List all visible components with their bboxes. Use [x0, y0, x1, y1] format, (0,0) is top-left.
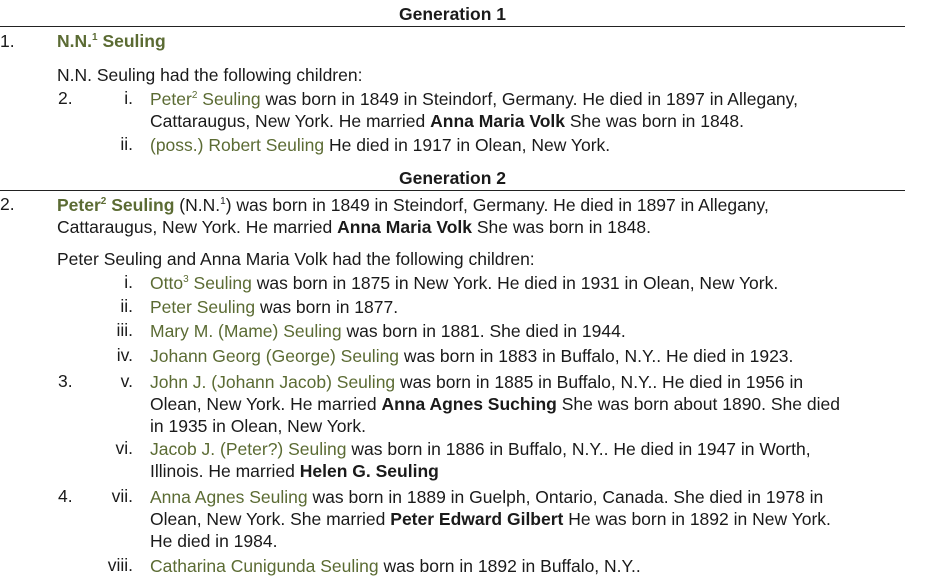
spouse-name: Anna Maria Volk: [337, 217, 472, 237]
generation-1-heading: Generation 1: [399, 4, 506, 24]
child-link[interactable]: John J. (Johann Jacob) Seuling: [150, 372, 396, 392]
child-link[interactable]: (poss.) Robert Seuling: [150, 135, 325, 155]
child-entry: Johann Georg (George) Seuling was born in 1883 in Buffalo, N.Y.. He died in 1923.: [150, 346, 794, 366]
child-roman: vii.: [111, 486, 133, 506]
child-entry: Peter$^2$ Seuling was born in 1849 in Steindorf, Germany. He died in 1897 in Allegany, Cattaraugus, New York. He married Anna Maria Volk She was born in 1848.: [150, 89, 798, 131]
child-entry: Peter Seuling was born in 1877.: [150, 297, 399, 317]
child-number: 4.: [58, 486, 73, 506]
child-entry: Anna Agnes Seuling was born in 1889 in Guelph, Ontario, Canada. She died in 1978 in Olean, New York. She married Peter Edward Gilbert He was born in 1892 in New York. He died in 1984.: [150, 487, 831, 551]
child-roman: ii.: [120, 296, 133, 316]
child-number: 2.: [58, 88, 73, 108]
child-link[interactable]: Mary M. (Mame) Seuling: [150, 321, 342, 341]
generation-1-rule: [0, 26, 905, 27]
children-intro: N.N. Seuling had the following children:: [57, 65, 363, 85]
child-roman: i.: [124, 272, 133, 292]
child-link[interactable]: Peter Seuling: [150, 297, 256, 317]
spouse-name: Peter Edward Gilbert: [390, 509, 564, 529]
child-roman: viii.: [107, 555, 133, 575]
spouse-name: Anna Agnes Suching: [381, 394, 557, 414]
child-link[interactable]: Catharina Cunigunda Seuling: [150, 556, 379, 576]
child-link[interactable]: Jacob J. (Peter?) Seuling: [150, 439, 347, 459]
spouse-name: Helen G. Seuling: [299, 461, 439, 481]
child-roman: vi.: [115, 438, 133, 458]
child-entry: Jacob J. (Peter?) Seuling was born in 1886 in Buffalo, N.Y.. He died in 1947 in Worth, Illinois. He married Helen G. Seuling: [150, 439, 811, 481]
child-link[interactable]: Otto$^3$ Seuling: [150, 273, 252, 293]
child-roman: i.: [124, 88, 133, 108]
generation-2-rule: [0, 190, 905, 191]
child-roman: v.: [120, 371, 133, 391]
person-link-nn[interactable]: N.N.$^1$ Seuling: [57, 31, 166, 51]
person-entry-peter: Peter$^2$ Seuling (N.N.$^1$) was born in 1849 in Steindorf, Germany. He died in 1897 in Allegany, Cattaraugus, New York. He married Anna Maria Volk She was born in 1848.: [57, 195, 769, 237]
person-number: 1.: [0, 31, 15, 51]
child-entry: Otto$^3$ Seuling was born in 1875 in New York. He died in 1931 in Olean, New York.: [150, 273, 779, 293]
child-number: 3.: [58, 371, 73, 391]
person-number: 2.: [0, 194, 15, 214]
children-intro: Peter Seuling and Anna Maria Volk had the following children:: [57, 249, 535, 269]
child-link[interactable]: Peter$^2$ Seuling: [150, 89, 261, 109]
child-entry: John J. (Johann Jacob) Seuling was born in 1885 in Buffalo, N.Y.. He died in 1956 in Olean, New York. He married Anna Agnes Suching She was born about 1890. She died in 1935 in Olean, New York.: [150, 372, 840, 436]
child-link[interactable]: Anna Agnes Seuling: [150, 487, 308, 507]
person-heading-nn: [57, 30, 166, 52]
child-roman: ii.: [120, 134, 133, 154]
child-link[interactable]: Johann Georg (George) Seuling: [150, 346, 400, 366]
child-entry: Mary M. (Mame) Seuling was born in 1881. She died in 1944.: [150, 321, 626, 341]
child-entry: (poss.) Robert Seuling He died in 1917 in Olean, New York.: [150, 135, 611, 155]
person-link-peter[interactable]: Peter$^2$ Seuling: [57, 195, 175, 215]
child-entry: Catharina Cunigunda Seuling was born in 1892 in Buffalo, N.Y..: [150, 556, 641, 576]
generation-2-heading: Generation 2: [399, 168, 506, 188]
child-roman: iv.: [116, 345, 133, 365]
spouse-name: Anna Maria Volk: [430, 111, 565, 131]
child-roman: iii.: [116, 320, 133, 340]
